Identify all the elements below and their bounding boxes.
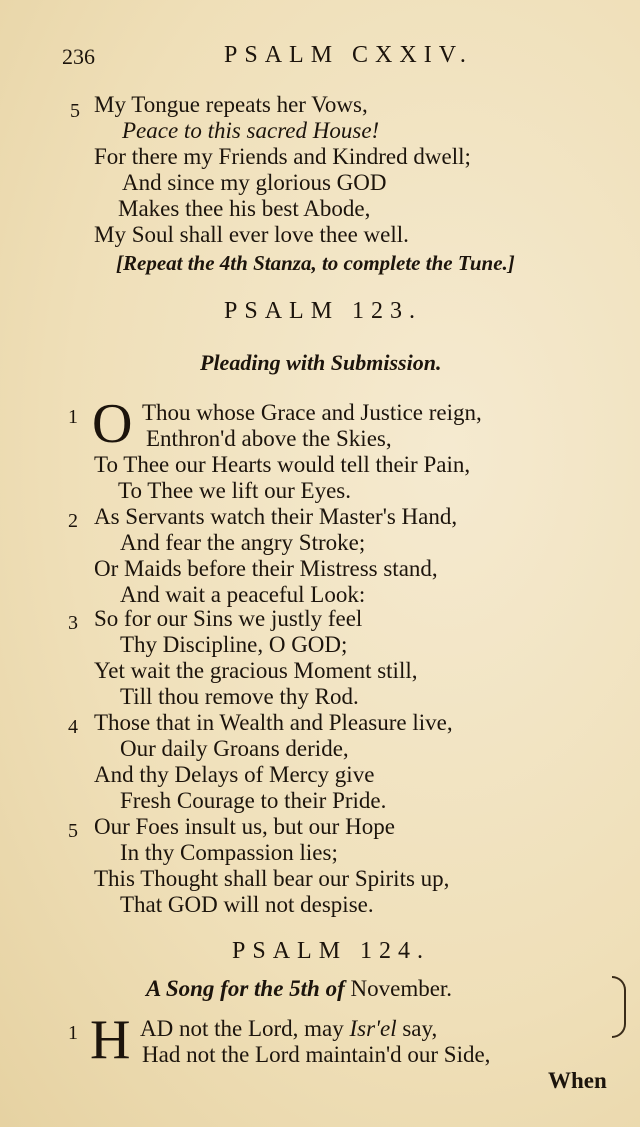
subtitle-roman: November. xyxy=(350,976,453,1001)
verse-line: To Thee our Hearts would tell their Pain, xyxy=(94,452,471,477)
psalm-subtitle xyxy=(146,976,452,1002)
catchword: When xyxy=(548,1068,607,1093)
verse-line: Till thou remove thy Rod. xyxy=(120,684,359,709)
stanza-number: 5 xyxy=(68,820,78,842)
verse-line: And wait a peaceful Look: xyxy=(120,582,366,607)
verse-line xyxy=(140,1016,437,1042)
verse-line: And thy Delays of Mercy give xyxy=(94,762,375,787)
page-number: 236 xyxy=(62,44,95,69)
running-title: PSALM CXXIV. xyxy=(224,42,473,68)
verse-line: Our Foes insult us, but our Hope xyxy=(94,814,395,839)
psalm-title: PSALM 123. xyxy=(224,298,423,324)
verse-line: Our daily Groans deride, xyxy=(120,736,349,761)
verse-line: For there my Friends and Kindred dwell; xyxy=(94,144,471,169)
stanza-number: 3 xyxy=(68,612,78,634)
drop-cap: H xyxy=(90,1009,131,1071)
verse-line: Thy Discipline, O GOD; xyxy=(120,632,348,657)
verse-line: And since my glorious GOD xyxy=(122,170,387,195)
verse-line: Makes thee his best Abode, xyxy=(118,196,371,221)
verse-text: AD not the Lord, may xyxy=(140,1016,344,1041)
stanza-number: 2 xyxy=(68,510,78,532)
verse-line: Had not the Lord maintain'd our Side, xyxy=(142,1042,491,1067)
verse-line: To Thee we lift our Eyes. xyxy=(118,478,352,503)
verse-line: As Servants watch their Master's Hand, xyxy=(94,504,458,529)
verse-line: And fear the angry Stroke; xyxy=(120,530,366,555)
verse-line: My Tongue repeats her Vows, xyxy=(94,92,368,117)
psalm-subtitle: Pleading with Submission. xyxy=(200,350,442,375)
verse-line: In thy Compassion lies; xyxy=(120,840,338,865)
verse-line: Thou whose Grace and Justice reign, xyxy=(142,400,482,425)
margin-bracket xyxy=(612,976,626,1038)
drop-cap: O xyxy=(92,393,133,455)
repeat-note: [Repeat the 4th Stanza, to complete the Tune.] xyxy=(116,251,515,275)
stanza-number: 1 xyxy=(68,406,78,428)
stanza-number: 4 xyxy=(68,716,78,738)
psalm-title: PSALM 124. xyxy=(232,938,431,964)
subtitle-italic: A Song for the 5th of xyxy=(146,976,345,1001)
stanza-number: 1 xyxy=(68,1022,78,1044)
verse-line: This Thought shall bear our Spirits up, xyxy=(94,866,450,891)
verse-line: Those that in Wealth and Pleasure live, xyxy=(94,710,453,735)
verse-line: Peace to this sacred House! xyxy=(122,118,380,143)
verse-text-italic: Isr'el xyxy=(349,1016,397,1041)
verse-line: Enthron'd above the Skies, xyxy=(146,426,392,451)
verse-line: That GOD will not despise. xyxy=(120,892,374,917)
verse-line: Yet wait the gracious Moment still, xyxy=(94,658,418,683)
verse-line: Fresh Courage to their Pride. xyxy=(120,788,387,813)
verse-line: So for our Sins we justly feel xyxy=(94,606,363,631)
verse-text: say, xyxy=(402,1016,438,1041)
verse-line: My Soul shall ever love thee well. xyxy=(94,222,409,247)
verse-line: Or Maids before their Mistress stand, xyxy=(94,556,438,581)
stanza-number: 5 xyxy=(70,100,80,122)
